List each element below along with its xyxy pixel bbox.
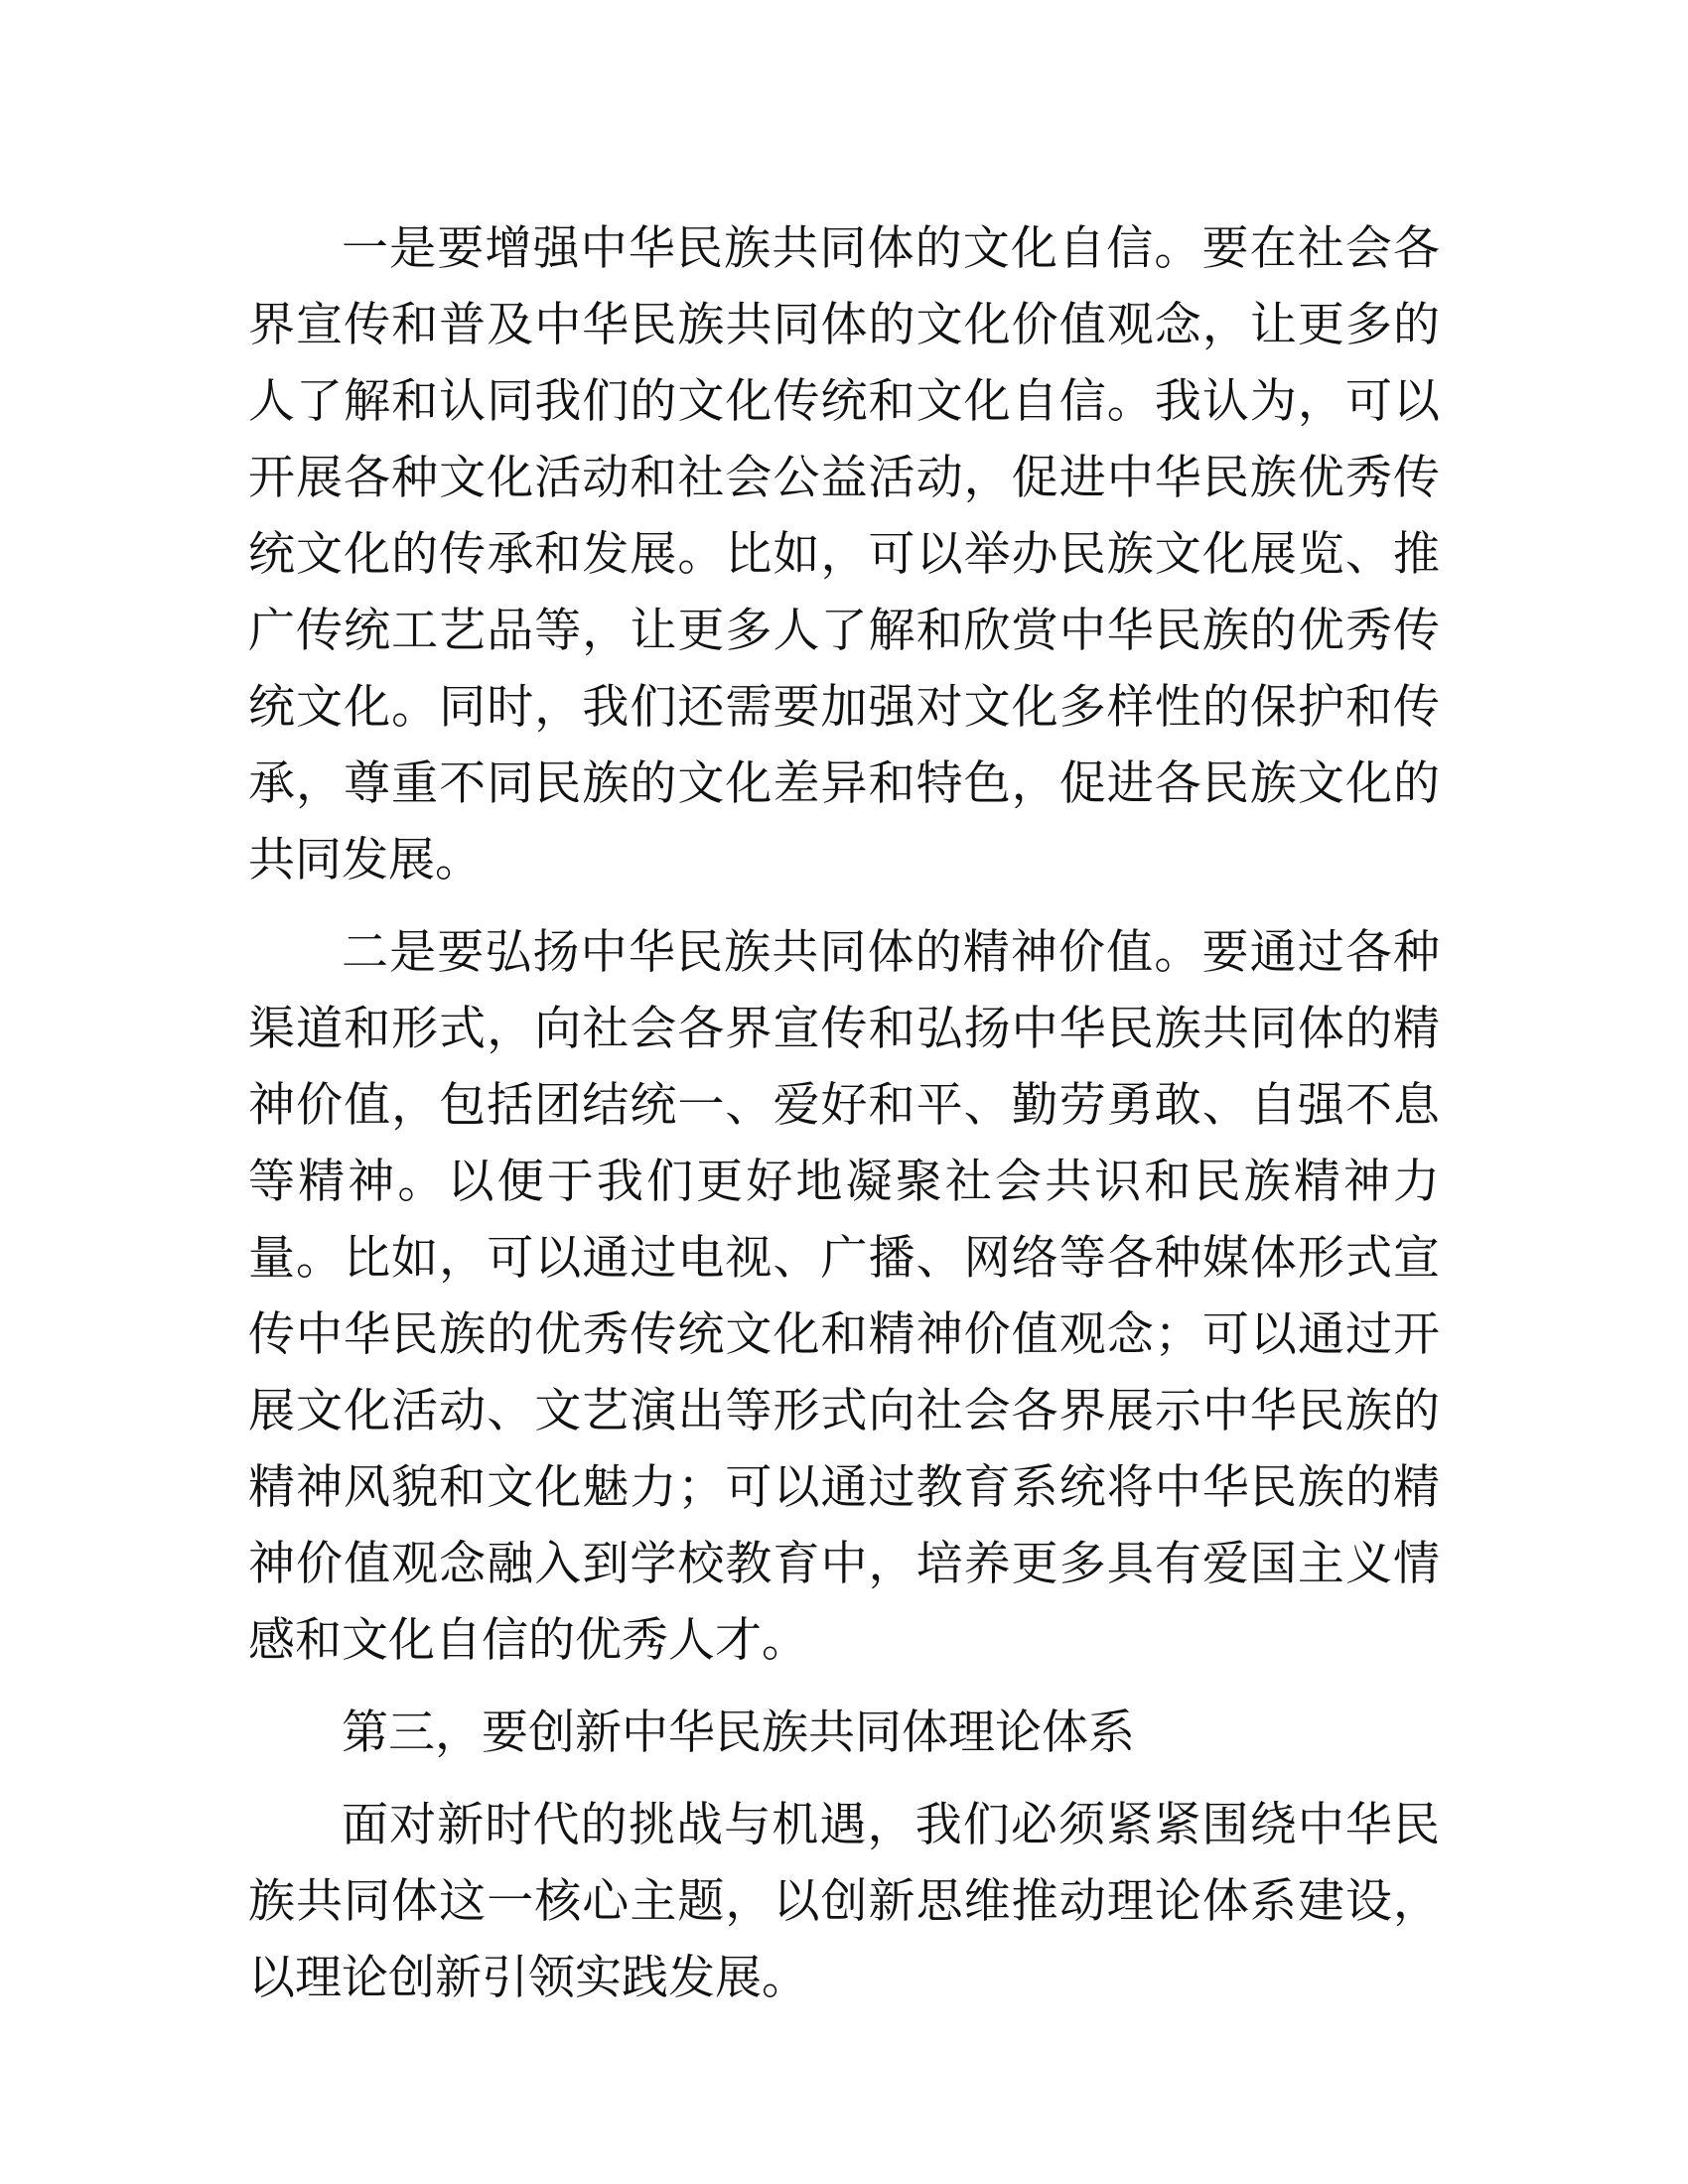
document-body [248,210,1440,2032]
paragraph-cultural-confidence: 一是要增强中华民族共同体的文化自信。要在社会各界宣传和普及中华民族共同体的文化价值观念，让更多的人了解和认同我们的文化传统和文化自信。我认为，可以开展各种文化活动和社会公益活动，促进中华民族优秀传统文化的传承和发展。比如，可以举办民族文化展览、推广传统工艺品等，让更多人了解和欣赏中华民族的优秀传统文化。同时，我们还需要加强对文化多样性的保护和传承，尊重不同民族的文化差异和特色，促进各民族文化的共同发展。 [248,221,1440,887]
section-heading-theory-innovation: 第三，要创新中华民族共同体理论体系 [342,1706,1135,1760]
paragraph-theory-innovation: 面对新时代的挑战与机遇，我们必须紧紧围绕中华民族共同体这一核心主题，以创新思维推动理论体系建设，以理论创新引领实践发展。 [248,1798,1440,2005]
paragraph-spiritual-value: 二是要弘扬中华民族共同体的精神价值。要通过各种渠道和形式，向社会各界宣传和弘扬中华民族共同体的精神价值，包括团结统一、爱好和平、勤劳勇敢、自强不息等精神。以便于我们更好地凝聚社会共识和民族精神力量。比如，可以通过电视、广播、网络等各种媒体形式宣传中华民族的优秀传统文化和精神价值观念；可以通过开展文化活动、文艺演出等形式向社会各界展示中华民族的精神风貌和文化魅力；可以通过教育系统将中华民族的精神价值观念融入到学校教育中，培养更多具有爱国主义情感和文化自信的优秀人才。 [248,925,1440,1668]
